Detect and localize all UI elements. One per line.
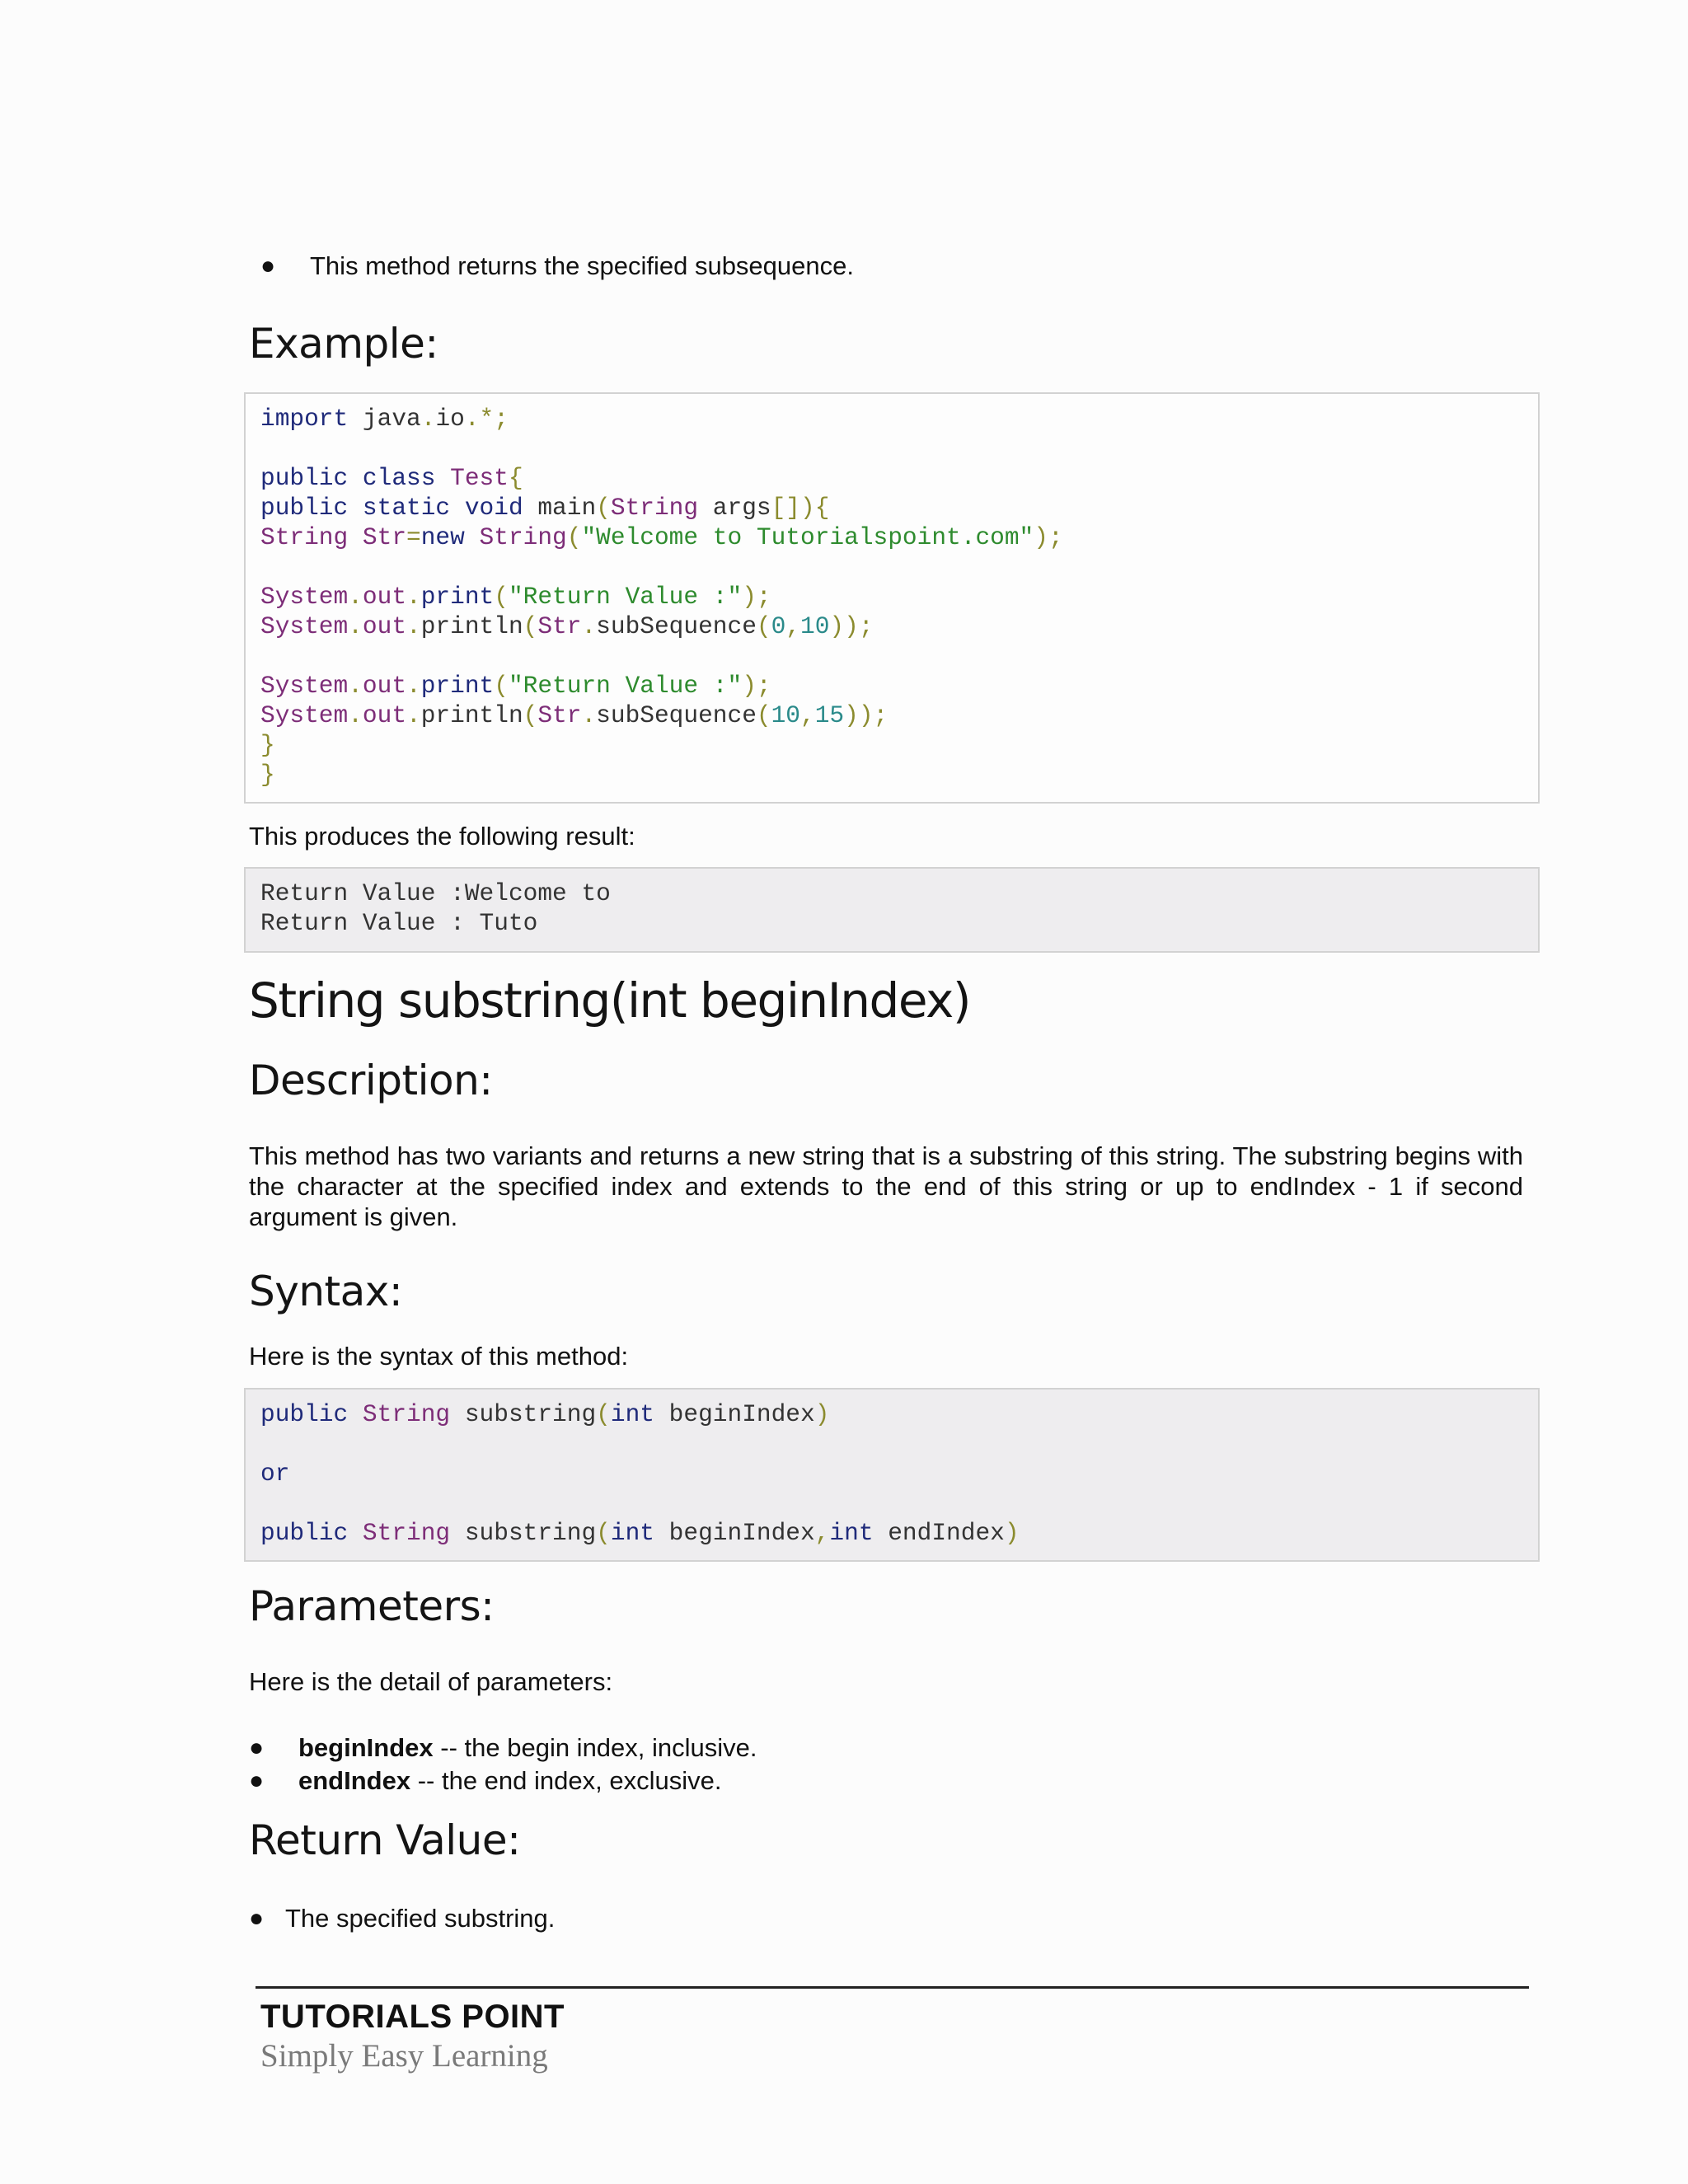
parameters-intro: Here is the detail of parameters: (249, 1667, 613, 1696)
footer-title: TUTORIALS POINT (260, 1999, 565, 2035)
syntax-code-block (244, 1388, 1540, 1562)
bullet-icon: ● (260, 252, 276, 279)
footer-divider (256, 1986, 1529, 1989)
list-item-text: This method returns the specified subsequence. (310, 251, 854, 280)
code-line: } (260, 761, 275, 789)
code-line: public String substring(int beginIndex,int endIndex) (260, 1519, 1020, 1547)
code-line: System.out.print("Return Value :"); (260, 583, 771, 611)
code-line: import java.io.*; (260, 405, 509, 433)
code-line: public class Test{ (260, 464, 523, 492)
syntax-intro: Here is the syntax of this method: (249, 1342, 629, 1371)
description-text: This method has two variants and returns a new string that is a substring of this string. The substring begins with the character at the specified index and extends to the end of this string or up to endIndex - 1 if second argument is given. (249, 1141, 1523, 1231)
code-line: System.out.println(Str.subSequence(0,10)); (260, 612, 874, 640)
code-line: or (260, 1460, 290, 1488)
return-value-heading: Return Value: (249, 1816, 521, 1864)
result-output (260, 879, 1523, 938)
footer-subtitle: Simply Easy Learning (260, 2038, 548, 2074)
example-code (260, 404, 1523, 790)
method-title: String substring(int beginIndex) (249, 972, 970, 1029)
bullet-icon: ● (249, 1905, 265, 1932)
description-heading: Description: (249, 1057, 493, 1104)
list-item-text: The specified substring. (285, 1904, 556, 1933)
code-line: public static void main(String args[]){ (260, 494, 830, 522)
result-line: Return Value : Tuto (260, 909, 538, 937)
bullet-icon: ● (249, 1767, 265, 1794)
code-line: String Str=new String("Welcome to Tutorialspoint.com"); (260, 523, 1063, 551)
param-name: endIndex (298, 1766, 411, 1795)
example-code-block (244, 392, 1540, 804)
param-desc: -- the begin index, inclusive. (433, 1733, 757, 1762)
syntax-heading: Syntax: (249, 1268, 403, 1315)
list-item-text (298, 1765, 721, 1796)
code-line: System.out.print("Return Value :"); (260, 672, 771, 700)
result-output-block (244, 867, 1540, 953)
syntax-code (260, 1399, 1523, 1548)
param-name: beginIndex (298, 1733, 434, 1762)
example-heading: Example: (249, 320, 438, 368)
result-intro: This produces the following result: (249, 822, 635, 851)
param-desc: -- the end index, exclusive. (410, 1766, 722, 1795)
list-item-text (298, 1732, 757, 1763)
bullet-icon: ● (249, 1734, 265, 1761)
code-line: System.out.println(Str.subSequence(10,15)); (260, 701, 889, 729)
result-line: Return Value :Welcome to (260, 879, 611, 907)
code-line: public String substring(int beginIndex) (260, 1400, 830, 1428)
code-line: } (260, 731, 275, 759)
parameters-heading: Parameters: (249, 1582, 495, 1630)
